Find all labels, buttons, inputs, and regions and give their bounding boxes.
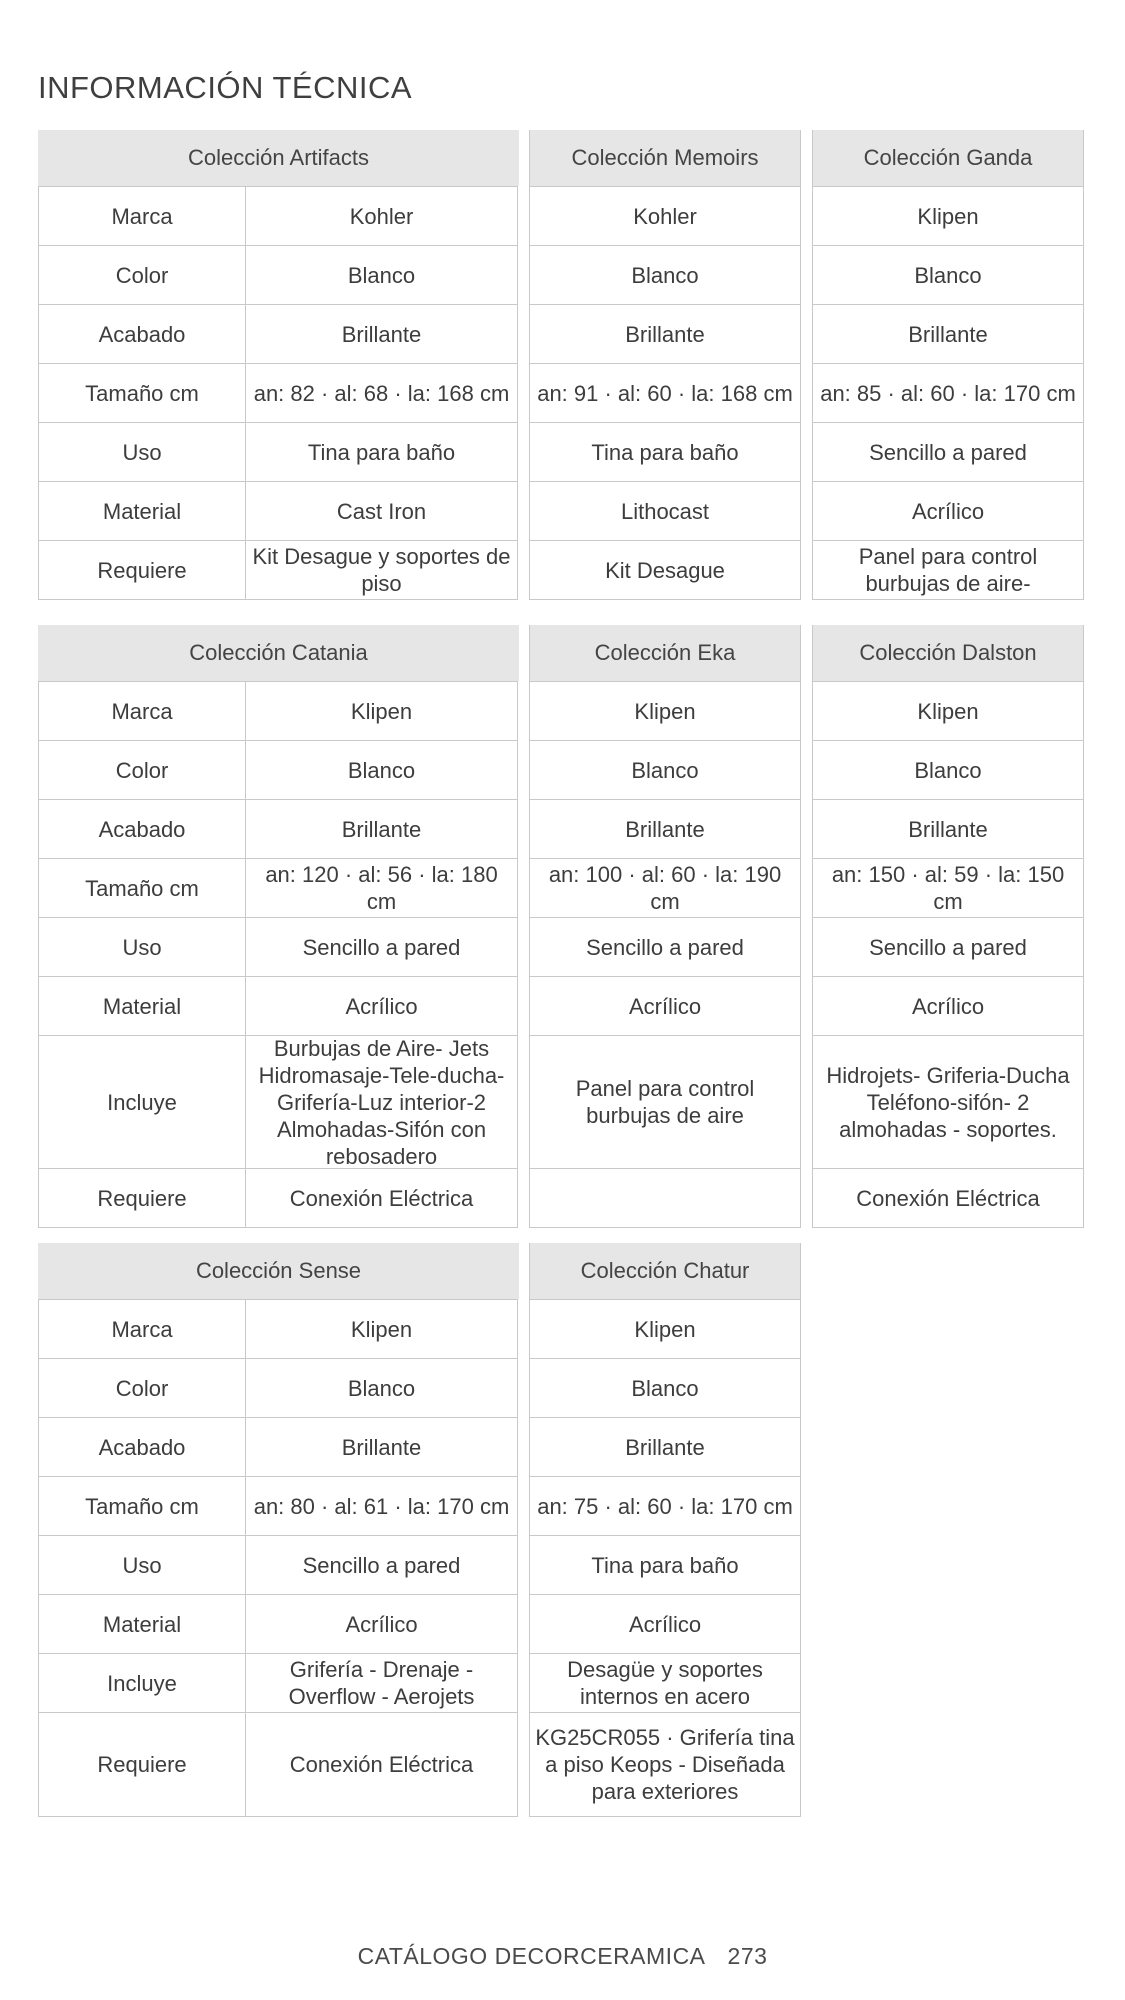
row-label-requiere: Requiere [39, 1168, 245, 1227]
row-label-tamano: Tamaño cm [39, 1476, 245, 1535]
table-cell: Conexión Eléctrica [246, 1168, 517, 1227]
table-cell: Blanco [530, 1358, 800, 1417]
table-cell: Cast Iron [246, 481, 517, 540]
table-cell: Sencillo a pared [530, 917, 800, 976]
row-label-incluye: Incluye [39, 1653, 245, 1712]
row-label-uso: Uso [39, 917, 245, 976]
row-label-marca: Marca [39, 1299, 245, 1358]
table-cell: Kohler [246, 186, 517, 245]
table-header-memoirs: Colección Memoirs [530, 130, 800, 186]
row-label-acabado: Acabado [39, 1417, 245, 1476]
table-cell: Blanco [246, 1358, 517, 1417]
table-cell: Klipen [813, 681, 1083, 740]
row-label-color: Color [39, 245, 245, 304]
table-cell: Sencillo a pared [246, 1535, 517, 1594]
row-label-uso: Uso [39, 1535, 245, 1594]
table-cell: Burbujas de Aire- Jets Hidromasaje-Tele-ducha- Grifería-Luz interior-2 Almohadas-Sifón con rebosadero [246, 1035, 517, 1168]
table-cell: an: 85 · al: 60 · la: 170 cm [813, 363, 1083, 422]
table-cell: Acrílico [530, 1594, 800, 1653]
table-cell: Conexión Eléctrica [246, 1712, 517, 1816]
table-header-dalston: Colección Dalston [813, 625, 1083, 681]
table-cell [530, 1168, 800, 1227]
table-cell: Acrílico [813, 481, 1083, 540]
table-cell: Blanco [813, 245, 1083, 304]
row-label-acabado: Acabado [39, 304, 245, 363]
table-header-chatur: Colección Chatur [530, 1243, 800, 1299]
table-cell: Tina para baño [530, 422, 800, 481]
table-cell: Brillante [246, 799, 517, 858]
table-cell: Lithocast [530, 481, 800, 540]
table-cell: an: 75 · al: 60 · la: 170 cm [530, 1476, 800, 1535]
table-cell: Kit Desague [530, 540, 800, 599]
table-cell: Acrílico [813, 976, 1083, 1035]
product-column-dalston [812, 625, 1084, 1228]
row-label-material: Material [39, 481, 245, 540]
row-label-uso: Uso [39, 422, 245, 481]
table-cell: an: 91 · al: 60 · la: 168 cm [530, 363, 800, 422]
page-number: 273 [727, 1943, 768, 1969]
product-column-chatur [529, 1243, 801, 1817]
table-cell: Brillante [813, 799, 1083, 858]
table-cell: Brillante [530, 304, 800, 363]
table-cell: Acrílico [246, 976, 517, 1035]
row-label-incluye: Incluye [39, 1035, 245, 1168]
row-label-tamano: Tamaño cm [39, 363, 245, 422]
row-labels [38, 130, 246, 600]
table-cell: Brillante [530, 1417, 800, 1476]
product-column-memoirs [529, 130, 801, 600]
spec-table-2 [38, 625, 1084, 1228]
table-header-artifacts: Colección Artifacts [38, 130, 519, 186]
row-label-requiere: Requiere [39, 540, 245, 599]
table-cell: Tina para baño [246, 422, 517, 481]
table-cell: Klipen [246, 1299, 517, 1358]
row-label-color: Color [39, 1358, 245, 1417]
table-cell: Klipen [813, 186, 1083, 245]
spec-table-3 [38, 1243, 801, 1817]
row-label-acabado: Acabado [39, 799, 245, 858]
table-cell: Acrílico [530, 976, 800, 1035]
table-cell: Sencillo a pared [813, 917, 1083, 976]
table-cell: an: 120 · al: 56 · la: 180 cm [246, 858, 517, 917]
table-cell: an: 80 · al: 61 · la: 170 cm [246, 1476, 517, 1535]
table-cell: Desagüe y soportes internos en acero [530, 1653, 800, 1712]
table-cell: Brillante [530, 799, 800, 858]
table-cell: Grifería - Drenaje - Overflow - Aerojets [246, 1653, 517, 1712]
table-cell: an: 82 · al: 68 · la: 168 cm [246, 363, 517, 422]
table-cell: Blanco [246, 245, 517, 304]
spec-table-1 [38, 130, 1084, 600]
row-label-marca: Marca [39, 186, 245, 245]
row-label-material: Material [39, 1594, 245, 1653]
table-cell: Blanco [246, 740, 517, 799]
table-cell: an: 100 · al: 60 · la: 190 cm [530, 858, 800, 917]
page-footer [0, 1943, 1125, 1970]
table-cell: KG25CR055 · Grifería tina a piso Keops - Diseñada para exteriores [530, 1712, 800, 1816]
table-cell: Klipen [530, 681, 800, 740]
table-cell: Panel para control burbujas de aire [530, 1035, 800, 1168]
table-cell: Klipen [246, 681, 517, 740]
table-cell: an: 150 · al: 59 · la: 150 cm [813, 858, 1083, 917]
table-header-eka: Colección Eka [530, 625, 800, 681]
table-header-sense: Colección Sense [38, 1243, 519, 1299]
row-labels [38, 625, 246, 1228]
table-header-catania: Colección Catania [38, 625, 519, 681]
product-column-sense [246, 1243, 518, 1817]
table-cell: Panel para control burbujas de aire- [813, 540, 1083, 599]
table-cell: Blanco [813, 740, 1083, 799]
row-label-color: Color [39, 740, 245, 799]
table-cell: Brillante [813, 304, 1083, 363]
table-cell: Acrílico [246, 1594, 517, 1653]
table-cell: Hidrojets- Griferia-Ducha Teléfono-sifón- 2 almohadas - soportes. [813, 1035, 1083, 1168]
product-column-artifacts [246, 130, 518, 600]
product-column-catania [246, 625, 518, 1228]
row-label-requiere: Requiere [39, 1712, 245, 1816]
table-cell: Brillante [246, 1417, 517, 1476]
table-cell: Sencillo a pared [246, 917, 517, 976]
table-cell: Brillante [246, 304, 517, 363]
row-labels [38, 1243, 246, 1817]
table-cell: Tina para baño [530, 1535, 800, 1594]
product-column-ganda [812, 130, 1084, 600]
table-cell: Blanco [530, 245, 800, 304]
catalog-name: CATÁLOGO DECORCERAMICA [357, 1943, 706, 1969]
table-cell: Blanco [530, 740, 800, 799]
table-cell: Kohler [530, 186, 800, 245]
row-label-marca: Marca [39, 681, 245, 740]
product-column-eka [529, 625, 801, 1228]
table-cell: Conexión Eléctrica [813, 1168, 1083, 1227]
row-label-material: Material [39, 976, 245, 1035]
table-cell: Kit Desague y soportes de piso [246, 540, 517, 599]
table-header-ganda: Colección Ganda [813, 130, 1083, 186]
table-cell: Klipen [530, 1299, 800, 1358]
row-label-tamano: Tamaño cm [39, 858, 245, 917]
table-cell: Sencillo a pared [813, 422, 1083, 481]
page-title: INFORMACIÓN TÉCNICA [38, 70, 413, 105]
